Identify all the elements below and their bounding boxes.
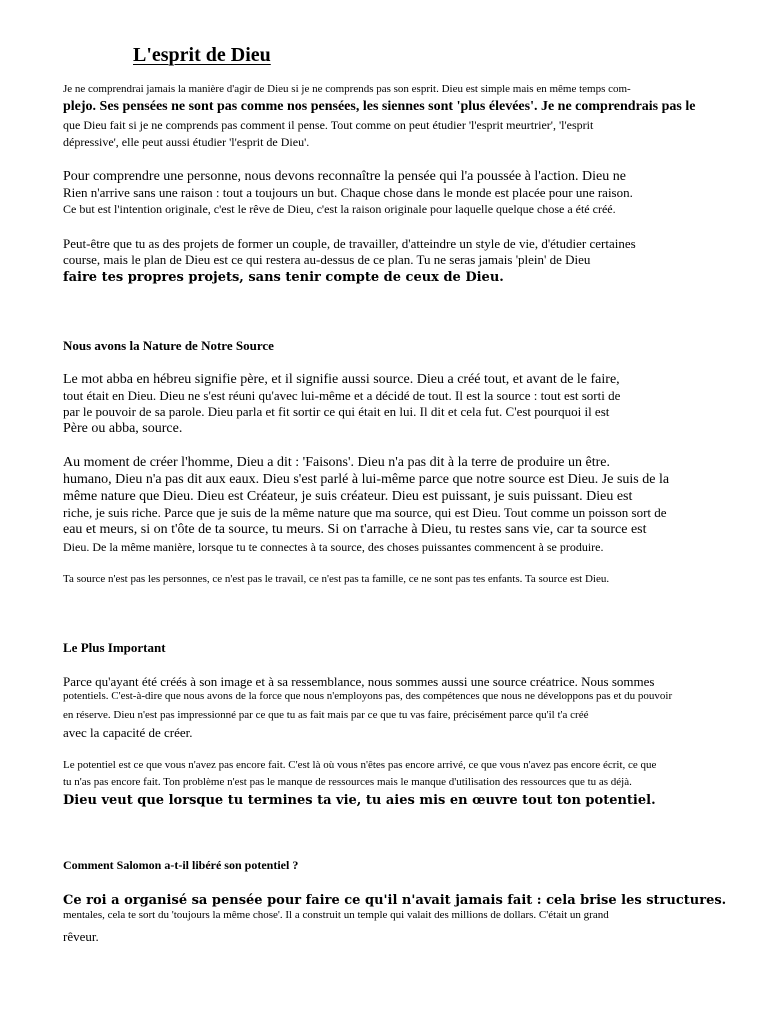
intro-p1-line-3: que Dieu fait si je ne comprends pas comment il pense. Tout comme on peut étudier 'l'esprit meurtrier', 'l'esprit (63, 118, 594, 132)
section-heading-salomon: Comment Salomon a-t-il libéré son potentiel ? (63, 858, 299, 872)
section-heading-plus-important: Le Plus Important (63, 640, 166, 655)
intro-p1-line-4: dépressive', elle peut aussi étudier 'l'esprit de Dieu'. (63, 135, 310, 149)
section-heading-nature: Nous avons la Nature de Notre Source (63, 338, 274, 353)
section1-p2-line-1: Au moment de créer l'homme, Dieu a dit : 'Faisons'. Dieu n'a pas dit à la terre de produire un être. (63, 455, 610, 470)
intro-p3-line-3: faire tes propres projets, sans tenir compte de ceux de Dieu. (63, 270, 504, 285)
section1-p2-line-4: riche, je suis riche. Parce que je suis de la même nature que ma source, qui est Dieu. Tout comme un poisson sort de (63, 505, 667, 520)
section2-p2-line-1: Le potentiel est ce que vous n'avez pas encore fait. C'est là où vous n'êtes pas encore arrivé, ce que vous n'avez pas encore écrit, ce que (63, 759, 657, 771)
section1-p2-line-2: humano, Dieu n'a pas dit aux eaux. Dieu s'est parlé à lui-même parce que notre source est Dieu. Je suis de la (63, 472, 670, 487)
section2-p1-line-2: potentiels. C'est-à-dire que nous avons de la force que nous n'employons pas, des compétences que nous ne développons pas et du pouvoir (63, 690, 673, 702)
section2-p2-line-2: tu n'as pas encore fait. Ton problème n'est pas le manque de ressources mais le manque d'utilisation des ressources que tu as déjà. (63, 776, 632, 788)
section1-p2-line-5: eau et meurs, si on t'ôte de ta source, tu meurs. Si on t'arrache à Dieu, tu restes sans vie, car ta source est (63, 522, 647, 537)
document-title: L'esprit de Dieu (133, 44, 271, 66)
section1-p2-line-6: Dieu. De la même manière, lorsque tu te connectes à ta source, des choses puissantes commencent à se produire. (63, 540, 604, 554)
section1-p1-line-2: tout était en Dieu. Dieu ne s'est réuni qu'avec lui-même et a décidé de tout. Il est la source : tout est sorti de (63, 388, 621, 403)
section1-p1-line-1: Le mot abba en hébreu signifie père, et il signifie aussi source. Dieu a créé tout, et avant de le faire, (63, 372, 620, 387)
intro-p3-line-2: course, mais le plan de Dieu est ce qui restera au-dessus de ce plan. Tu ne seras jamais 'plein' de Dieu (63, 252, 591, 267)
intro-p2-line-2: Rien n'arrive sans une raison : tout a toujours un but. Chaque chose dans le monde est placée pour une raison. (63, 185, 633, 200)
section3-p1-line-2: mentales, cela te sort du 'toujours la même chose'. Il a construit un temple qui valait des millions de dollars. C'était un grand (63, 909, 609, 921)
section1-p1-line-4: Père ou abba, source. (63, 421, 183, 436)
section1-p1-line-3: par le pouvoir de sa parole. Dieu parla et fit sortir ce qui était en lui. Il dit et cela fut. C'est pourquoi il est (63, 404, 610, 419)
intro-p1-line-1: Je ne comprendrai jamais la manière d'agir de Dieu si je ne comprends pas son esprit. Dieu est simple mais en même temps com- (63, 83, 631, 95)
section1-p3: Ta source n'est pas les personnes, ce n'est pas le travail, ce n'est pas ta famille, ce ne sont pas tes enfants. Ta source est Dieu. (63, 573, 610, 585)
intro-p2-line-3: Ce but est l'intention originale, c'est le rêve de Dieu, c'est la raison originale pour laquelle quelque chose a été créé. (63, 202, 616, 216)
section3-p1-line-3: rêveur. (63, 929, 99, 944)
section2-p2-line-3: Dieu veut que lorsque tu termines ta vie, tu aies mis en œuvre tout ton potentiel. (63, 793, 656, 808)
section2-p1-line-4: avec la capacité de créer. (63, 725, 193, 740)
intro-p2-line-1: Pour comprendre une personne, nous devons reconnaître la pensée qui l'a poussée à l'action. Dieu ne (63, 169, 626, 184)
section3-p1-line-1: Ce roi a organisé sa pensée pour faire ce qu'il n'avait jamais fait : cela brise les structures. (63, 893, 727, 908)
intro-p3-line-1: Peut-être que tu as des projets de former un couple, de travailler, d'atteindre un style de vie, d'étudier certaines (63, 236, 636, 251)
intro-p1-line-2: plejo. Ses pensées ne sont pas comme nos pensées, les siennes sont 'plus élevées'. Je ne comprendrais pas le (63, 99, 696, 114)
section1-p2-line-3: même nature que Dieu. Dieu est Créateur, je suis créateur. Dieu est puissant, je suis puissant. Dieu est (63, 489, 633, 504)
section2-p1-line-1: Parce qu'ayant été créés à son image et à sa ressemblance, nous sommes aussi une source créatrice. Nous sommes (63, 674, 655, 689)
section2-p1-line-3: en réserve. Dieu n'est pas impressionné par ce que tu as fait mais par ce que tu vas faire, précisément parce qu'il t'a créé (63, 709, 589, 721)
